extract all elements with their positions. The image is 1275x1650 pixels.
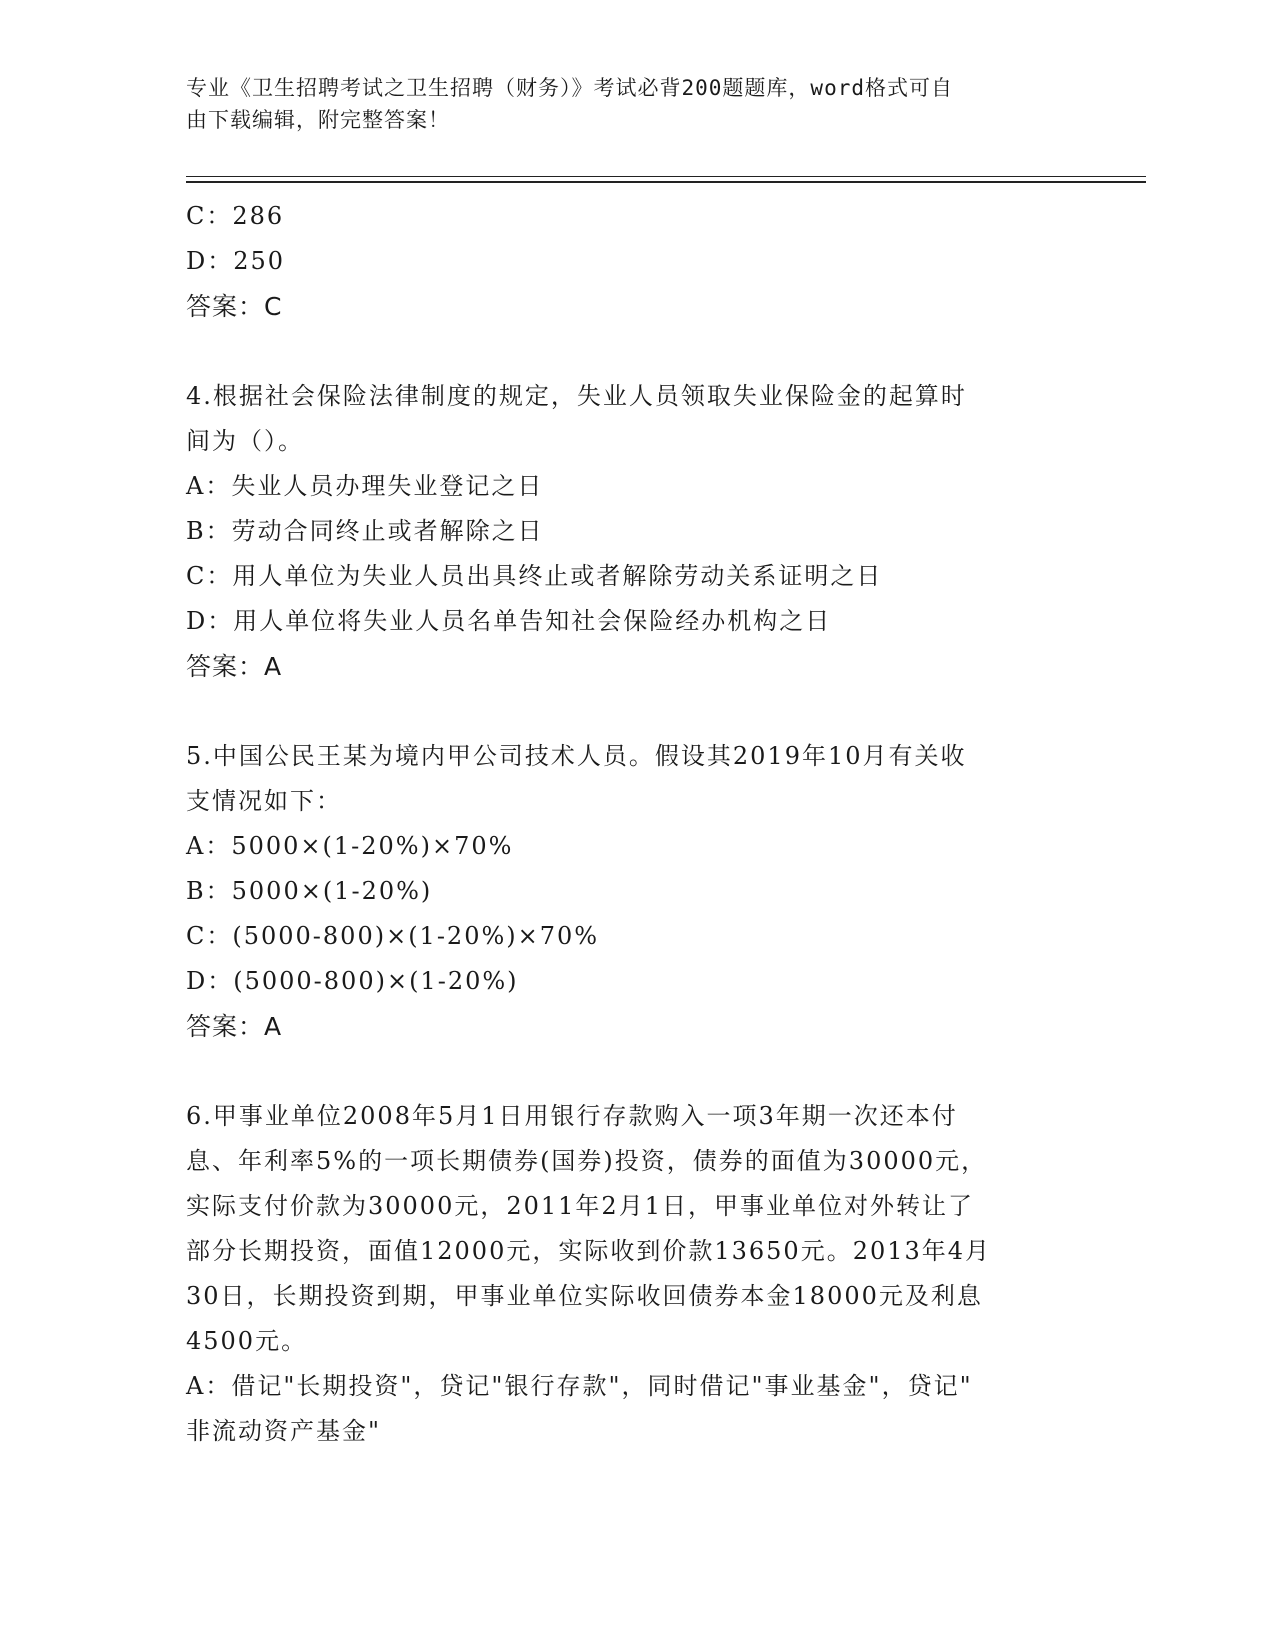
header-title-line-2: 由下载编辑，附完整答案！	[186, 108, 450, 132]
question-stem-line: 部分长期投资，面值12000元，实际收到价款13650元。2013年4月	[186, 1237, 992, 1265]
spacer	[186, 689, 1086, 734]
question-stem-line: 息、年利率5%的一项长期债券(国券)投资，债券的面值为30000元，	[186, 1147, 988, 1175]
option-d: D：250	[186, 247, 286, 275]
spacer	[186, 1049, 1086, 1094]
option-a-continued: 非流动资产基金"	[186, 1417, 382, 1445]
question-stem-line: 6.甲事业单位2008年5月1日用银行存款购入一项3年期一次还本付	[186, 1102, 958, 1130]
answer-label: 答案：A	[186, 652, 283, 681]
option-c: C：(5000-800)×(1-20%)×70%	[186, 922, 600, 950]
option-c: C：286	[186, 202, 285, 230]
option-c: C：用人单位为失业人员出具终止或者解除劳动关系证明之日	[186, 562, 883, 590]
answer-label: 答案：C	[186, 292, 283, 321]
question-stem-line: 支情况如下：	[186, 787, 342, 815]
option-b: B：5000×(1-20%)	[186, 877, 433, 905]
option-b: B：劳动合同终止或者解除之日	[186, 517, 544, 545]
spacer	[186, 329, 1086, 374]
question-6	[186, 1094, 1086, 1454]
question-4	[186, 374, 1086, 689]
question-stem-line: 30日，长期投资到期，甲事业单位实际收回债券本金18000元及利息	[186, 1282, 983, 1310]
document-header	[186, 72, 1066, 136]
option-d: D：用人单位将失业人员名单告知社会保险经办机构之日	[186, 607, 832, 635]
question-stem-line: 5.中国公民王某为境内甲公司技术人员。假设其2019年10月有关收	[186, 742, 967, 770]
question-3-tail	[186, 194, 1086, 329]
question-stem-line: 4500元。	[186, 1327, 308, 1355]
option-a: A：借记"长期投资"，贷记"银行存款"，同时借记"事业基金"，贷记"	[186, 1372, 973, 1400]
header-title-line-1: 专业《卫生招聘考试之卫生招聘（财务）》考试必背200题题库，word格式可自	[186, 76, 953, 100]
header-rule-thin	[186, 176, 1146, 177]
option-d: D：(5000-800)×(1-20%)	[186, 967, 519, 995]
question-stem-line: 4.根据社会保险法律制度的规定，失业人员领取失业保险金的起算时	[186, 382, 967, 410]
header-rule-thick	[186, 181, 1146, 183]
question-stem-line: 间为（）。	[186, 427, 304, 455]
question-list	[186, 194, 1086, 1454]
option-a: A：5000×(1-20%)×70%	[186, 832, 514, 860]
question-stem-line: 实际支付价款为30000元，2011年2月1日，甲事业单位对外转让了	[186, 1192, 974, 1220]
question-5	[186, 734, 1086, 1049]
answer-label: 答案：A	[186, 1012, 283, 1041]
option-a: A：失业人员办理失业登记之日	[186, 472, 544, 500]
